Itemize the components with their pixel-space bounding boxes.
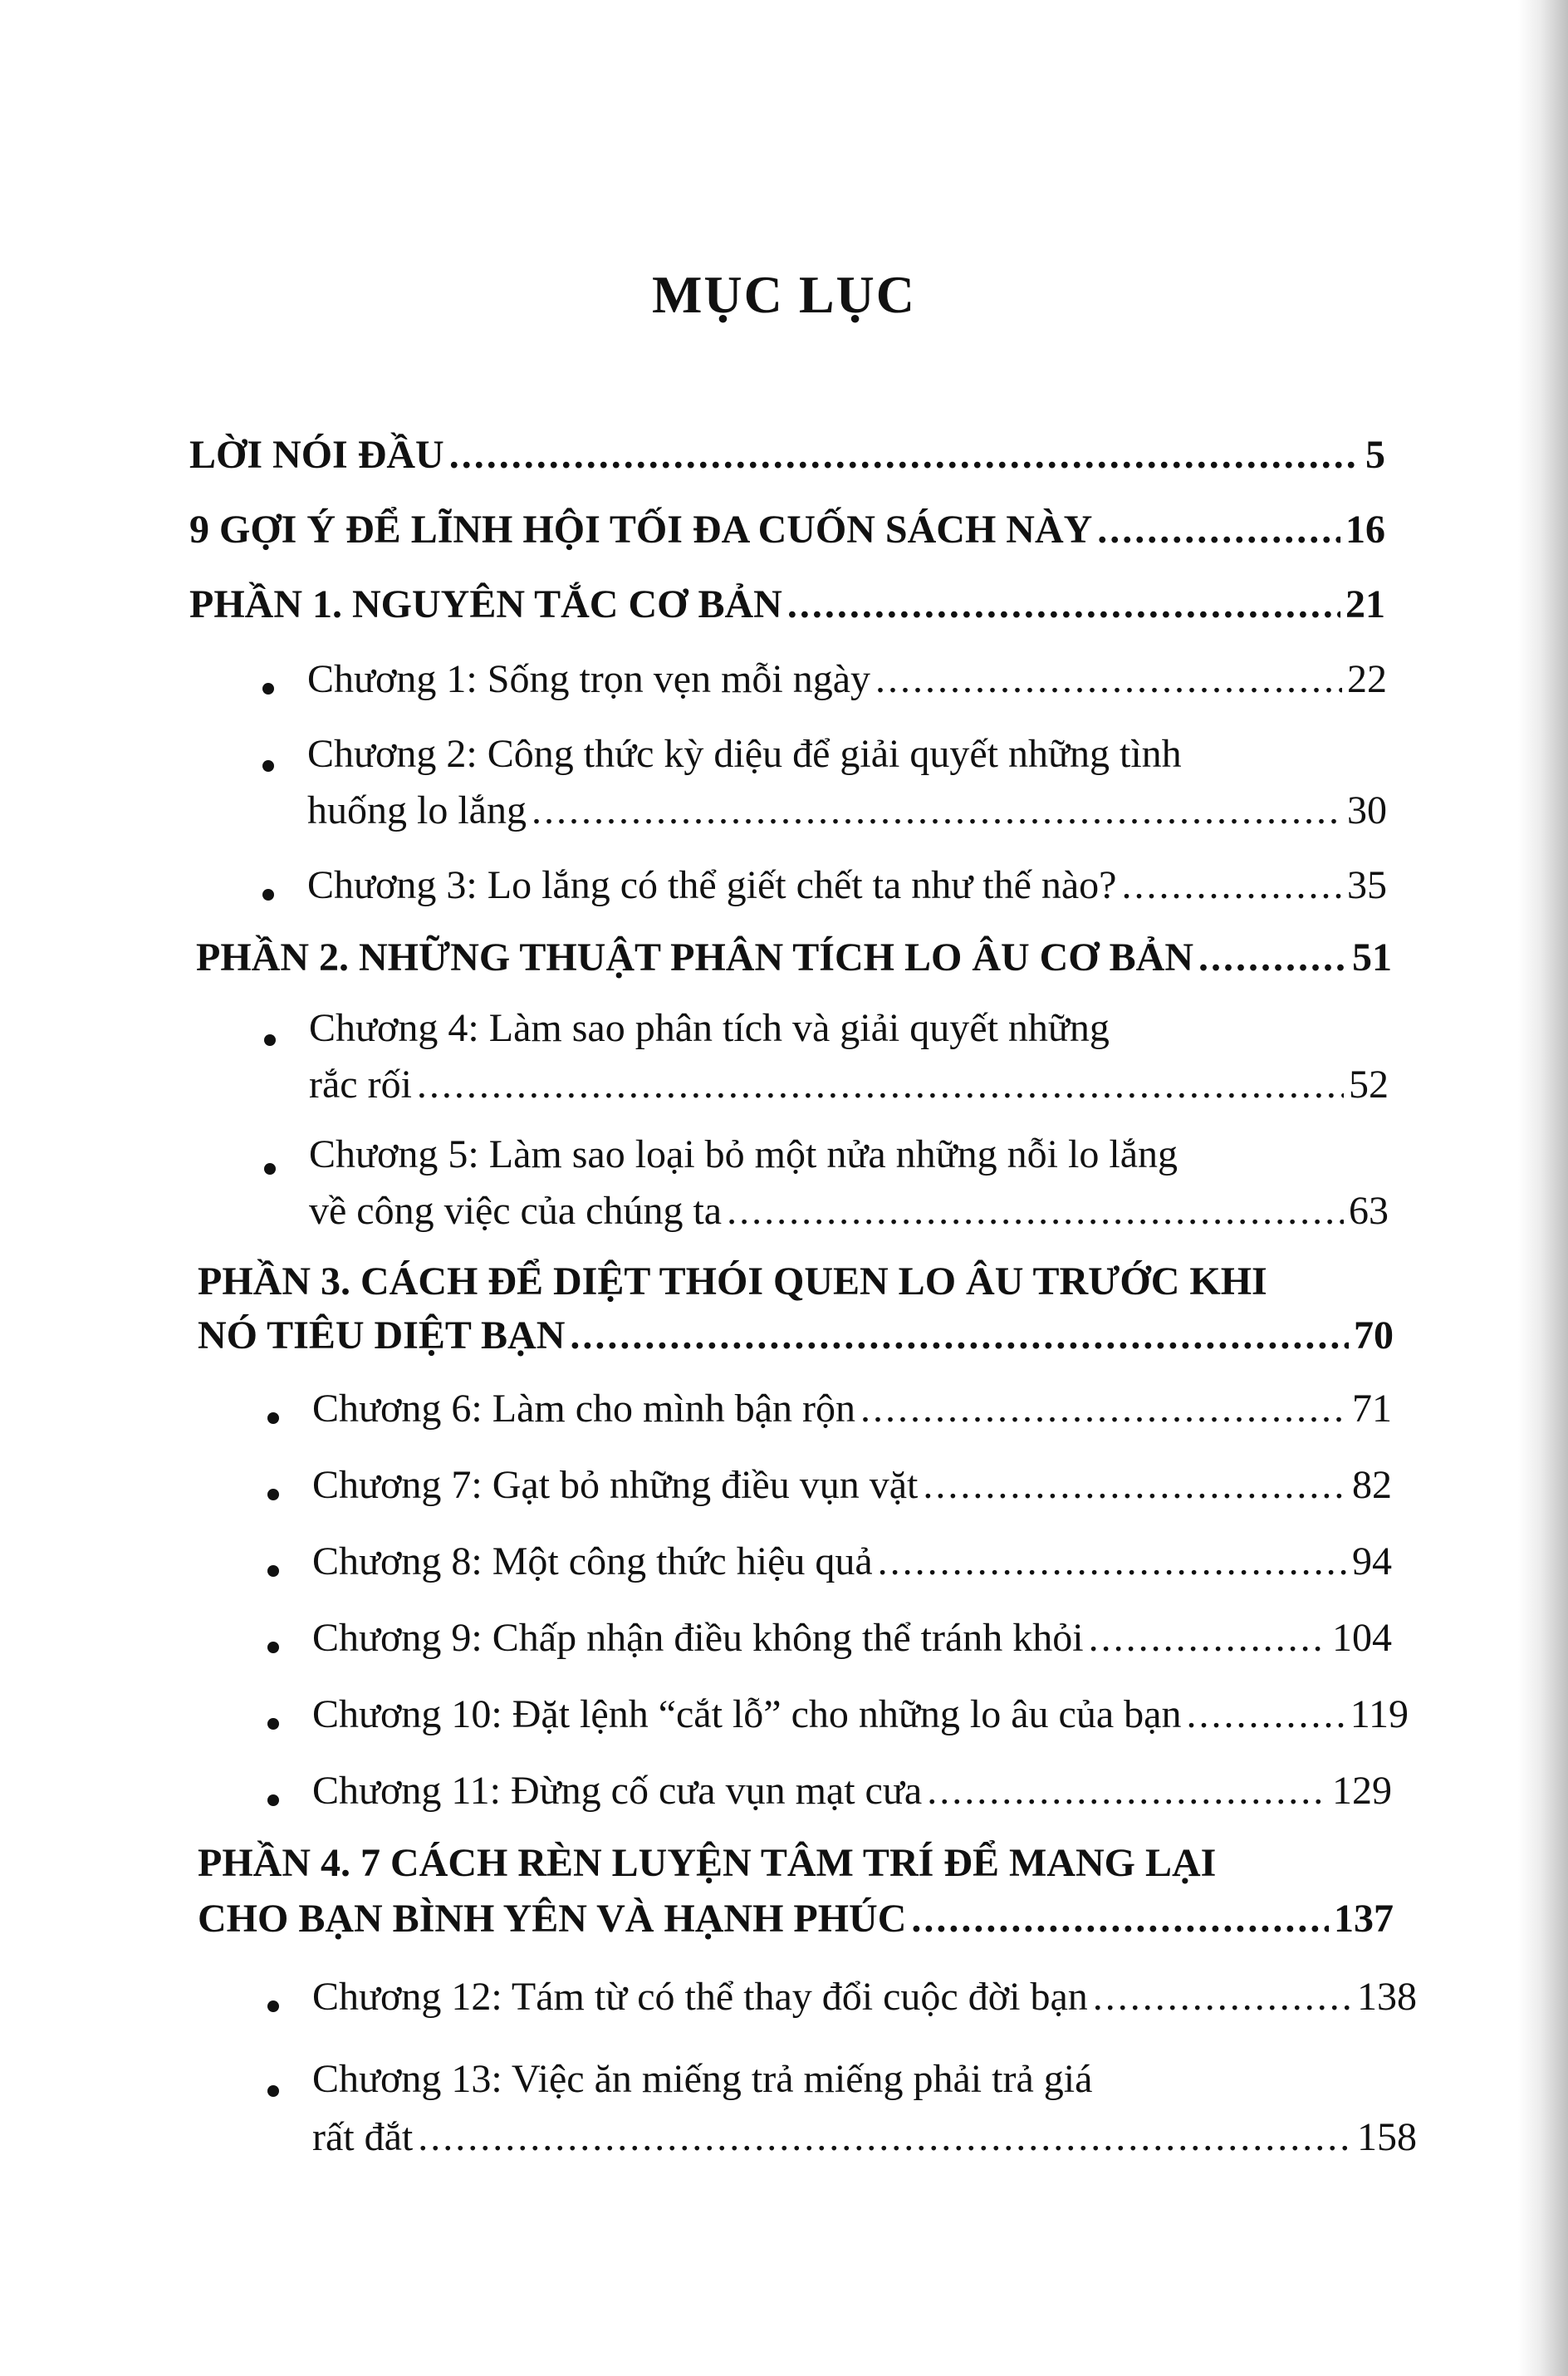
entry-page: 70 xyxy=(1354,1313,1394,1357)
entry-label: Chương 1: Sống trọn vẹn mỗi ngày xyxy=(307,657,871,701)
bullet-icon xyxy=(262,889,274,901)
dot-leader xyxy=(449,432,1360,478)
bullet-icon xyxy=(267,1794,279,1806)
entry-label: huống lo lắng xyxy=(307,788,527,832)
entry-page: 129 xyxy=(1332,1769,1392,1813)
toc-entry-chuong-4-line1: Chương 4: Làm sao phân tích và giải quyết những xyxy=(309,1006,1110,1050)
toc-entry-chuong-13 xyxy=(312,2114,1417,2160)
toc-entry-chuong-2-line1: Chương 2: Công thức kỳ diệu để giải quyết những tình xyxy=(307,732,1182,776)
entry-label: Chương 3: Lo lắng có thể giết chết ta như thế nào? xyxy=(307,863,1117,907)
entry-label: Chương 8: Một công thức hiệu quả xyxy=(312,1539,873,1583)
dot-leader xyxy=(570,1313,1349,1358)
entry-label: Chương 11: Đừng cố cưa vụn mạt cưa xyxy=(312,1769,923,1813)
entry-label: PHẦN 2. NHỮNG THUẬT PHÂN TÍCH LO ÂU CƠ BẢN xyxy=(196,935,1193,979)
dot-leader xyxy=(1121,862,1342,908)
toc-entry-phan-3-line1: PHẦN 3. CÁCH ĐỂ DIỆT THÓI QUEN LO ÂU TRƯỚC KHI xyxy=(198,1259,1267,1303)
entry-page: 22 xyxy=(1347,657,1387,701)
toc-entry-chuong-12 xyxy=(312,1974,1417,2020)
entry-page: 104 xyxy=(1332,1616,1392,1660)
toc-entry-chuong-5-line1: Chương 5: Làm sao loại bỏ một nửa những nỗi lo lắng xyxy=(309,1132,1178,1176)
entry-label: Chương 7: Gạt bỏ những điều vụn vặt xyxy=(312,1463,919,1507)
entry-page: 82 xyxy=(1352,1463,1392,1507)
toc-entry-chuong-7 xyxy=(312,1462,1392,1508)
entry-page: 21 xyxy=(1345,582,1385,626)
entry-page: 52 xyxy=(1349,1063,1389,1107)
dot-leader xyxy=(927,1768,1327,1814)
bullet-icon xyxy=(267,1718,279,1730)
entry-label: Chương 12: Tám từ có thể thay đổi cuộc đời bạn xyxy=(312,1975,1088,2019)
entry-page: 51 xyxy=(1352,935,1392,979)
dot-leader xyxy=(1089,1615,1327,1661)
entry-label: Chương 6: Làm cho mình bận rộn xyxy=(312,1387,855,1431)
dot-leader xyxy=(1198,935,1347,980)
entry-page: 16 xyxy=(1345,508,1385,552)
bullet-icon xyxy=(267,1412,279,1424)
toc-entry-chuong-6 xyxy=(312,1386,1392,1431)
entry-label: Chương 10: Đặt lệnh “cắt lỗ” cho những lo âu của bạn xyxy=(312,1692,1182,1736)
dot-leader xyxy=(1093,1974,1352,2020)
entry-page: 119 xyxy=(1350,1692,1409,1736)
toc-entry-goi-y xyxy=(189,507,1385,552)
toc-entry-phan-3 xyxy=(198,1313,1394,1358)
entry-label: PHẦN 1. NGUYÊN TẮC CƠ BẢN xyxy=(189,582,782,626)
bullet-icon xyxy=(267,1642,279,1653)
entry-label: rắc rối xyxy=(309,1063,412,1107)
toc-entry-phan-4-line1: PHẦN 4. 7 CÁCH RÈN LUYỆN TÂM TRÍ ĐỂ MANG LẠI xyxy=(198,1841,1217,1885)
entry-page: 5 xyxy=(1365,433,1385,477)
toc-entry-chuong-8 xyxy=(312,1539,1392,1584)
toc-entry-chuong-2 xyxy=(307,788,1387,833)
toc-entry-phan-1 xyxy=(189,582,1385,627)
dot-leader xyxy=(1097,507,1340,552)
entry-label: NÓ TIÊU DIỆT BẠN xyxy=(198,1313,566,1357)
toc-entry-phan-2 xyxy=(196,935,1392,980)
toc-entry-chuong-4 xyxy=(309,1062,1389,1107)
toc-entry-chuong-3 xyxy=(307,862,1387,908)
toc-entry-loi-noi-dau xyxy=(189,432,1385,478)
dot-leader xyxy=(1186,1691,1345,1737)
entry-page: 63 xyxy=(1349,1189,1389,1233)
entry-label: CHO BẠN BÌNH YÊN VÀ HẠNH PHÚC xyxy=(198,1897,907,1941)
toc-entry-chuong-11 xyxy=(312,1768,1392,1814)
dot-leader xyxy=(878,1539,1347,1584)
entry-page: 158 xyxy=(1357,2115,1417,2159)
dot-leader xyxy=(860,1386,1347,1431)
toc-entry-chuong-5 xyxy=(309,1188,1389,1234)
toc-entry-chuong-1 xyxy=(307,656,1387,702)
entry-page: 137 xyxy=(1334,1897,1394,1941)
entry-page: 138 xyxy=(1357,1975,1417,2019)
entry-label: LỜI NÓI ĐẦU xyxy=(189,433,444,477)
bullet-icon xyxy=(262,760,274,772)
toc-entry-chuong-10 xyxy=(312,1691,1409,1737)
bullet-icon xyxy=(264,1034,276,1046)
bullet-icon xyxy=(264,1163,276,1175)
entry-label: Chương 9: Chấp nhận điều không thể tránh khỏi xyxy=(312,1616,1084,1660)
toc-entry-chuong-9 xyxy=(312,1615,1392,1661)
bullet-icon xyxy=(267,1565,279,1577)
entry-page: 94 xyxy=(1352,1539,1392,1583)
entry-label: rất đắt xyxy=(312,2115,414,2159)
toc-entry-phan-4 xyxy=(198,1896,1394,1942)
entry-page: 35 xyxy=(1347,863,1387,907)
entry-page: 30 xyxy=(1347,788,1387,832)
entry-label: về công việc của chúng ta xyxy=(309,1189,723,1233)
bullet-icon xyxy=(267,2000,279,2012)
toc-entry-chuong-13-line1: Chương 13: Việc ăn miếng trả miếng phải trả giá xyxy=(312,2057,1093,2101)
bullet-icon xyxy=(267,2085,279,2097)
bullet-icon xyxy=(267,1489,279,1500)
entry-label: 9 GỢI Ý ĐỂ LĨNH HỘI TỐI ĐA CUỐN SÁCH NÀY xyxy=(189,508,1093,552)
dot-leader xyxy=(923,1462,1347,1508)
dot-leader xyxy=(727,1188,1344,1234)
dot-leader xyxy=(417,1062,1344,1107)
dot-leader xyxy=(532,788,1342,833)
dot-leader xyxy=(418,2114,1352,2160)
bullet-icon xyxy=(262,683,274,695)
entry-page: 71 xyxy=(1352,1387,1392,1431)
dot-leader xyxy=(787,582,1340,627)
page-title: MỤC LỤC xyxy=(652,265,916,324)
dot-leader xyxy=(911,1896,1329,1942)
dot-leader xyxy=(875,656,1342,702)
